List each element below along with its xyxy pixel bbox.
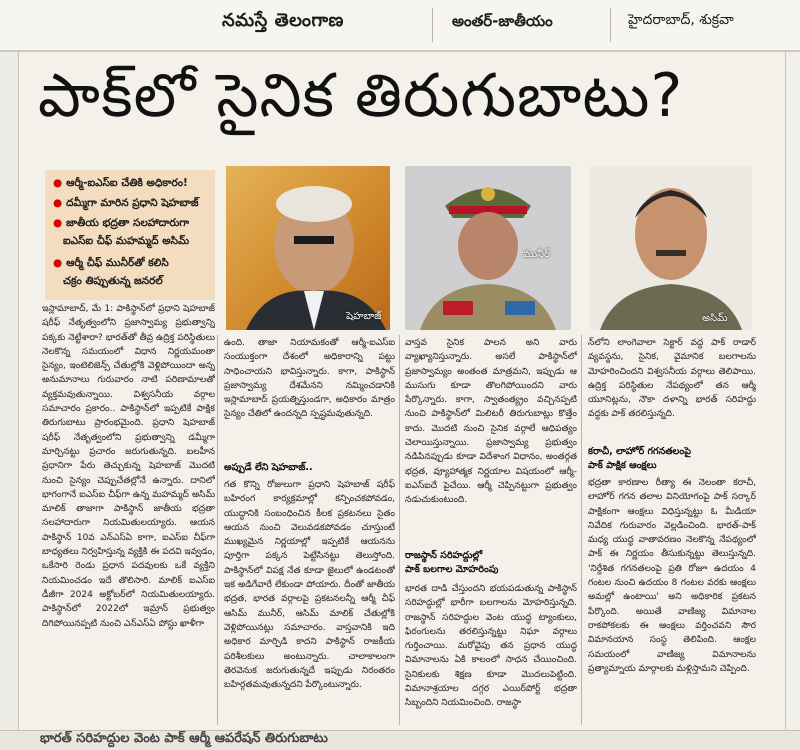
highlight-item: ● ఆర్మీ-ఐఎస్‌ఐ చేతికి అధికారం! — [53, 177, 188, 189]
article-column-4a: న్‌లోని లాంగెవాలా సెక్టార్ వద్ద పాక్ రాడార్ వ్యవస్థను, సైనిక, వైమానిక బలగాలను మోహరించిందని విశ్వసనీయ వర్గాలు తెలిపాయి. ఉద్రిక్త పరిస్థితుల నేపథ్యంలో తన ఆర్మీ యూనిట్లను, నౌకా దళాన్ని భారత్ సరిహద్దు వద్దకు పాక్ తరలిస్తున్నది. — [588, 338, 756, 420]
highlight-item: ● ఆర్మీ చీఫ్ మునీర్‌తో కలిసి — [53, 257, 169, 269]
article-column-4b: భద్రతా కారణాల రీత్యా ఈ నెలంతా కరాచీ, లాహోర్ గగన తలాల వినియోగంపై పాక్ సర్కార్ పాక్షికంగా ఆంక్షలు విధిస్తున్నట్టు ఓ మీడియా నివేదిక గురువారం వెల్లడించింది. భారత్-పాక్ మధ్య యుద్ధ వాతావరణం నెలకొన్న నేపథ్యంలో పాక్ ఈ నిర్ణయం తీసుకున్నట్టు తెలుస్తున్నది. 'నిర్దేశిత గగనతలంపై ప్రతి రోజూ ఉదయం 4 గంటల నుంచి ఉదయం 8 గంటల వరకు ఆంక్షలు అమల్లో ఉంటాయి' అని అధికారిక ప్రకటన పేర్కొంది. అయితే వాణిజ్య విమానాల రాకపోకలకు ఈ ఆంక్షలు వర్తించవని సౌర విమానయాన సంస్థ తెలిపింది. ఆంక్షల సమయంలో వాణిజ్య విమానాలను ప్రత్యామ్నాయ మార్గాలకు మళ్లిస్తామని చెప్పింది. — [588, 478, 756, 674]
article-column-2a: ఉంది. తాజా నియామకంతో ఆర్మీ-ఐఎస్‌ఐ సంయుక్తంగా దేశంలో అధికారాన్ని పట్టు సాధించాయని భావిస్తున్నారు. కాగా, పాకిస్థాన్ ప్రజాస్వామ్య దేశమేనని నమ్మించడానికి ఇస్లామాబాద్ ప్రయత్నిస్తుండగా, అధికారం మాత్రం సైన్యం చేతిలో ఉందన్నది స్పష్టమవుతున్నది. — [224, 338, 395, 420]
photo-munir — [405, 166, 571, 330]
highlight-item: ● దమ్మీగా మారిన ప్రధాని షెహబాజ్ — [53, 197, 199, 209]
photo-asim — [590, 166, 752, 330]
bullet-icon: ● — [53, 257, 63, 269]
highlight-item-cont: ఐఎస్‌ఐ చీఫ్ మహమ్మద్ అసిమ్ — [63, 235, 190, 247]
column-divider — [399, 335, 400, 725]
header-divider — [432, 8, 433, 42]
newspaper-title: నమస్తే తెలంగాణ — [222, 10, 344, 31]
portrait-figure — [590, 166, 752, 330]
highlight-item-cont: చక్రం తిప్పుతున్న జనరల్ — [63, 275, 163, 287]
section-title: అంతర్‌-జాతీయం — [452, 12, 553, 30]
headline: పాక్‌లో సైనిక తిరుగుబాటు? — [38, 61, 684, 131]
portrait-figure — [226, 166, 390, 330]
highlights-box — [45, 170, 215, 300]
subheading: కరాచీ, లాహోర్ గగనతలంపై — [588, 446, 691, 457]
subheading: పాక్ పాక్షిక ఆంక్షలు — [588, 460, 657, 471]
photo-caption: మునీర్ — [523, 249, 550, 260]
article-column-3a: వాస్తవ సైనిక పాలన అని వారు వ్యాఖ్యానిస్తున్నారు. అసలే పాకిస్థాన్‌లో ప్రజాస్వామ్యం అంతంత మాత్రమని, ఇప్పుడు ఆ ముసుగు కూడా తొలగిపోయిందని వారు పేర్కొన్నారు. కాగా, స్వాతంత్య్రం వచ్చినప్పటి నుంచి పాకిస్థాన్‌లో మిలిటరీ తిరుగుబాట్లు కొత్తేం కాదు. మొదటి నుంచి సైనిక వర్గాలే ఆధిపత్యం చెలాయిస్తున్నాయి. ప్రజాస్వామ్య ప్రభుత్వం నడిపినప్పుడు కూడా విదేశాంగ విధానం, అంతర్గత భద్రత, వ్యూహాత్మక నిర్ణయాల విషయంలో ఆర్మీ-ఐఎస్‌ఐదే పైచేయి. ఆర్మీ చెప్పినట్టుగా ప్రభుత్వం నడుచుకుంటుంది. — [405, 338, 577, 506]
subheading: రాజస్థాన్ సరిహద్దుల్లో — [405, 550, 483, 561]
column-divider — [581, 335, 582, 725]
article-column-3b: భారత దాడి చేస్తుందని భయపడుతున్న పాకిస్థాన్ సరిహద్దుల్లో భారీగా బలగాలను మోహరిస్తున్నది. రాజస్థాన్ సరిహద్దుల వెంట యుద్ధ ట్యాంకులు, ఫిరంగులను తరలిస్తున్నట్టు నిఘా వర్గాలు గుర్తించాయి. మరోవైపు తన ప్రధాన యుద్ధ విమానాలను ఏకి కాలంలో సాధన చేయించింది. సైనికులకు శిక్షణ కూడా మొదలుపెట్టింది. విమానాశ్రయాల దగ్గర ఎయిర్‌పోర్ట్ భద్రతా సిబ్బందిని నియమించింది. రాజస్థా — [405, 584, 577, 709]
bullet-icon: ● — [53, 217, 63, 229]
dateline: హైదరాబాద్‌, శుక్రవా — [628, 12, 734, 28]
subheading: అప్పుడే లేని షెహబాజ్.. — [224, 462, 313, 473]
bullet-icon: ● — [53, 197, 63, 209]
highlight-item: ● జాతీయ భద్రతా సలహాదారుగా — [53, 217, 190, 229]
photo-caption: షెహబాజ్ — [346, 311, 382, 322]
right-column-edge — [785, 52, 800, 749]
next-article-headline: భారత్ సరిహద్దుల వెంట పాక్ ఆర్మీ ఆపరేషన్ తిరుగుబాటు — [40, 731, 328, 746]
bullet-icon: ● — [53, 177, 63, 189]
column-divider — [217, 335, 218, 725]
photo-caption: అసిమ్ — [702, 313, 728, 324]
header-divider — [610, 8, 611, 42]
subheading: పాక్ బలగాల మోహరింపు — [405, 564, 499, 575]
article-column-1: ఇస్లామాబాద్‌, మే 1: పాకిస్థాన్‌లో ప్రధాని షెహబాజ్ షరీఫ్ నేతృత్వంలోని ప్రజాస్వామ్య ప్రభుత్వాన్ని పక్కకు నెట్టేశారా? భారత్‌తో తీవ్ర ఉద్రిక్త పరిస్థితులు నెలకొన్న సమయంలో విధాన నిర్ణయమంతా సైన్యం, ఇంటెలిజెన్స్ చేతుల్లోకి వెళ్లిపోయిందా అన్న అనుమానాలు గురువారం నాటి పరిణామాలతో వ్యక్తమవుతున్నాయి. విశ్వసనీయ వర్గాల సమాచారం ప్రకారం.. పాకిస్థాన్‌లో ఇప్పటికే పాక్షిక తిరుగుబాటు ప్రారంభమైంది. ప్రధాని షెహబాజ్ షరీఫ్ నేతృత్వంలోని ప్రభుత్వాన్ని డమ్మీగా మార్చినట్టు ప్రచారం జరుగుతున్నది. బలహీన ప్రధానిగా పేరు తెచ్చుకున్న షెహబాజ్ మొదటి నుంచి సైన్యం చెప్పుచేతల్లోనే ఉన్నారు. దానిలో భాగంగానే ఐఎస్‌ఐ చీఫ్‌గా ఉన్న మహమ్మద్ అసిమ్ మాలిక్ తాజాగా పాకిస్థాన్ జాతీయ భద్రతా సలహాదారుగా నియమితులయ్యారు. ఆయన పాకిస్థాన్ 10వ ఎన్‌ఎస్‌ఏ కాగా, ఐఎస్‌ఐ చీఫ్‌గా బాధ్యతలు నిర్వహిస్తున్న వ్యక్తికి ఈ పదవి ఇవ్వడం, ఒకేసారి రెండు ప్రధాన పదవులకు ఒకే వ్యక్తిని నియమించడం ఇదే తొలిసారి. మాలిక్ ఐఎస్‌ఐ డీజీగా 2024 అక్టోబర్‌లో నియమితులయ్యారు. పాకిస్థాన్‌లో 2022లో ఇమ్రాన్ ప్రభుత్వం దిగిపోయినప్పటి నుంచి ఎన్‌ఎస్‌ఏ పోస్టు ఖాళీగా — [42, 304, 215, 629]
article-column-2b: గత కొన్ని రోజులుగా ప్రధాని షెహబాజ్ షరీఫ్ బహిరంగ కార్యక్రమాల్లో కన్పించకపోవడం, యుద్ధానికి సంబంధించిన కీలక ప్రకటనలు సైతం ఆయన నుంచి వెలువడకపోవడం చూస్తుంటే ముఖ్యమైన నిర్ణయాల్లో ఇప్పటికే ఆయనను పూర్తిగా పక్కన పెట్టేసినట్టు తెలుస్తోంది. పాకిస్థాన్‌లో విపక్ష నేత కూడా జైలులో ఉండటంతో ఇక అడిగేవారే లేకుండా పోయారు. దీంతో జాతీయ భద్రత, భారత వర్గాలపై ప్రకటనలన్నీ ఆర్మీ చీఫ్ ఆసిమ్ మునీర్, ఆసిమ్ మాలిక్ చేతుల్లోకి వెళ్లిపోయినట్లు సమాచారం. వాస్తవానికి ఇది అధికార మార్పిడి కాదని పాకిస్థాన్ రాజకీయ పరిశీలకులు అంటున్నారు. చాలాకాలంగా తెరవెనుక జరుగుతున్నదే ఇప్పుడు నిరంతరం బహిర్గతమవుతున్నదని పేర్కొంటున్నారు. — [224, 480, 395, 691]
left-column-edge — [0, 52, 19, 749]
photo-shehbaz — [226, 166, 390, 330]
